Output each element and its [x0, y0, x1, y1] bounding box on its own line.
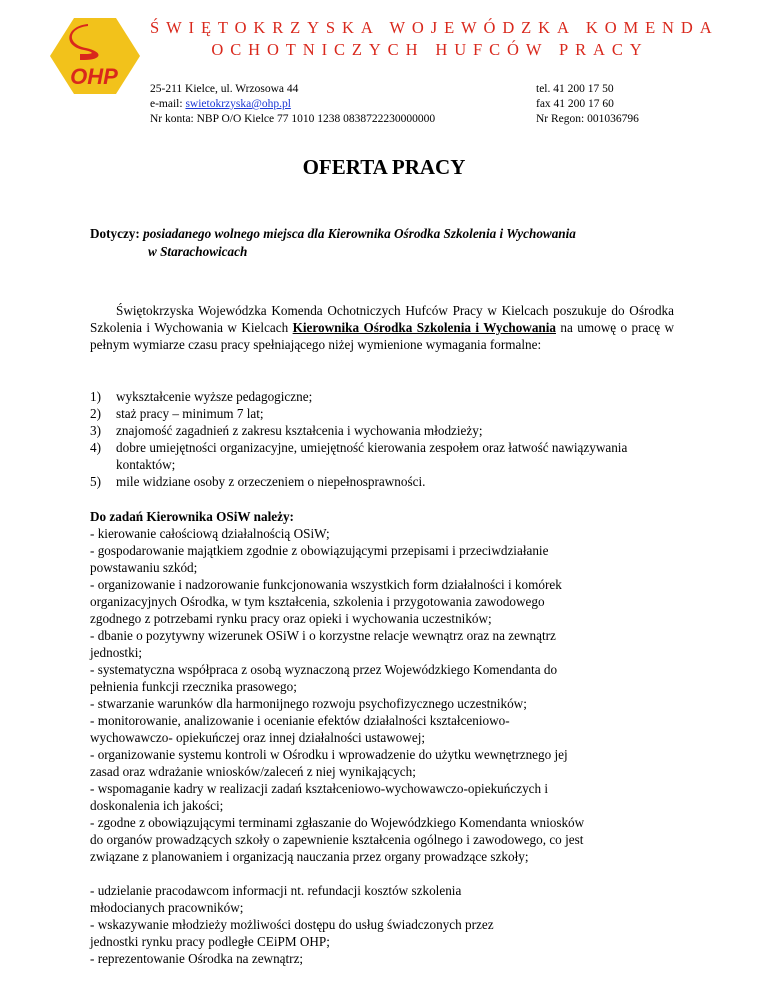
- duty-line: - dbanie o pozytywny wizerunek OSiW i o korzystne relacje wewnątrz oraz na zewnątrz: [90, 628, 556, 643]
- subject-line2: w Starachowicach: [148, 244, 248, 259]
- requirement-text: dobre umiejętności organizacyjne, umiejętność kierowania zespołem oraz łatwość nawiązywania kontaktów;: [116, 440, 628, 472]
- duty-line: młodocianych pracowników;: [90, 900, 244, 915]
- subject-label: Dotyczy:: [90, 226, 144, 241]
- duty-line: - kierowanie całościową działalnością OSiW;: [90, 526, 330, 541]
- duty-line: - udzielanie pracodawcom informacji nt. refundacji kosztów szkolenia: [90, 883, 462, 898]
- duty-line: - monitorowanie, analizowanie i ocenianie efektów działalności kształceniowo-: [90, 713, 510, 728]
- intro-after: na umowę o pracę w pełnym wymiarze czasu pracy spełniającego niżej wymienione wymagania formalne:: [90, 320, 674, 352]
- org-name-line1: ŚWIĘTOKRZYSKA WOJEWÓDZKA KOMENDA: [150, 18, 719, 37]
- requirement-number: 1): [90, 389, 101, 404]
- requirement-text: staż pracy – minimum 7 lat;: [116, 406, 264, 421]
- subject-line1: posiadanego wolnego miejsca dla Kierownika Ośrodka Szkolenia i Wychowania: [143, 226, 576, 241]
- duty-line: jednostki rynku pracy podległe CEiPM OHP;: [90, 934, 330, 949]
- contact-fax: fax 41 200 17 60: [536, 98, 614, 110]
- email-label: e-mail:: [150, 98, 186, 110]
- duty-line: jednostki;: [90, 645, 143, 660]
- requirement-item: [90, 422, 674, 439]
- org-name-line2: OCHOTNICZYCH HUFCÓW PRACY: [211, 40, 649, 59]
- duty-line: - gospodarowanie majątkiem zgodnie z obowiązującymi przepisami i przeciwdziałanie: [90, 543, 549, 558]
- subject: [90, 225, 680, 259]
- contact-block: [536, 82, 639, 127]
- duty-line: - zgodne z obowiązującymi terminami zgłaszanie do Wojewódzkiego Komendanta wniosków: [90, 815, 585, 830]
- requirements-list: [90, 388, 674, 490]
- intro-highlight: Kierownika Ośrodka Szkolenia i Wychowania: [292, 320, 557, 335]
- requirement-item: [90, 439, 674, 473]
- duty-line: powstawaniu szkód;: [90, 560, 198, 575]
- duty-line: zasad oraz wdrażanie wniosków/zaleceń z niej wynikających;: [90, 764, 416, 779]
- address-email-line: [150, 97, 435, 112]
- intro-before: Świętokrzyska Wojewódzka Komenda Ochotniczych Hufców Pracy w Kielcach poszukuje do Ośrodka Szkolenia i Wychowania w Kielcach: [90, 303, 674, 335]
- requirement-text: mile widziane osoby z orzeczeniem o niepełnosprawności.: [116, 474, 426, 489]
- duty-line: pełnienia funkcji rzecznika prasowego;: [90, 679, 297, 694]
- duty-line: - reprezentowanie Ośrodka na zewnątrz;: [90, 951, 304, 966]
- duty-line: - organizowanie systemu kontroli w Ośrodku i wprowadzenie do użytku wewnętrznego jej: [90, 747, 568, 762]
- address-block: [150, 82, 435, 127]
- duty-line: - systematyczna współpraca z osobą wyznaczoną przez Wojewódzkiego Komendanta do: [90, 662, 558, 677]
- requirement-item: [90, 388, 674, 405]
- intro-paragraph: [90, 302, 674, 353]
- requirement-text: znajomość zagadnień z zakresu kształcenia i wychowania młodzieży;: [116, 423, 483, 438]
- contact-regon: Nr Regon: 001036796: [536, 113, 639, 125]
- logo-text: OHP: [70, 64, 118, 89]
- duty-line: doskonalenia ich jakości;: [90, 798, 224, 813]
- duty-line: - stwarzanie warunków dla harmonijnego rozwoju psychofizycznego uczestników;: [90, 696, 527, 711]
- duties-spacer: [90, 865, 680, 882]
- duties-heading: Do zadań Kierownika OSiW należy:: [90, 509, 294, 524]
- requirement-number: 2): [90, 406, 101, 421]
- ohp-logo: [44, 14, 144, 98]
- address-street: 25-211 Kielce, ul. Wrzosowa 44: [150, 83, 299, 95]
- contact-tel: tel. 41 200 17 50: [536, 83, 614, 95]
- address-account: Nr konta: NBP O/O Kielce 77 1010 1238 0838722230000000: [150, 113, 436, 125]
- document-title: OFERTA PRACY: [302, 155, 466, 179]
- duty-line: - organizowanie i nadzorowanie funkcjonowania wszystkich form działalności i komórek: [90, 577, 562, 592]
- duty-line: zgodnego z potrzebami rynku pracy oraz opieki i wychowania uczestników;: [90, 611, 492, 626]
- duty-line: organizacyjnych Ośrodka, w tym kształcenia, szkolenia i przygotowania zawodowego: [90, 594, 545, 609]
- requirement-number: 5): [90, 474, 101, 489]
- requirement-number: 4): [90, 440, 101, 455]
- duty-line: wychowawczo- opiekuńczej oraz innej działalności ustawowej;: [90, 730, 426, 745]
- requirement-item: [90, 405, 674, 422]
- duty-line: - wspomaganie kadry w realizacji zadań kształceniowo-wychowawczo-opiekuńczych i: [90, 781, 549, 796]
- duties-section: [90, 508, 680, 967]
- requirement-text: wykształcenie wyższe pedagogiczne;: [116, 389, 313, 404]
- requirement-number: 3): [90, 423, 101, 438]
- requirement-item: [90, 473, 674, 490]
- email-link[interactable]: swietokrzyska@ohp.pl: [185, 98, 291, 110]
- duty-line: do organów prowadzących szkoły o zapewnienie kształcenia ogólnego i zawodowego, co jest: [90, 832, 584, 847]
- duty-line: - wskazywanie młodzieży możliwości dostępu do usług świadczonych przez: [90, 917, 494, 932]
- duty-line: związane z planowaniem i organizacją nauczania przez organy prowadzące szkoły;: [90, 849, 529, 864]
